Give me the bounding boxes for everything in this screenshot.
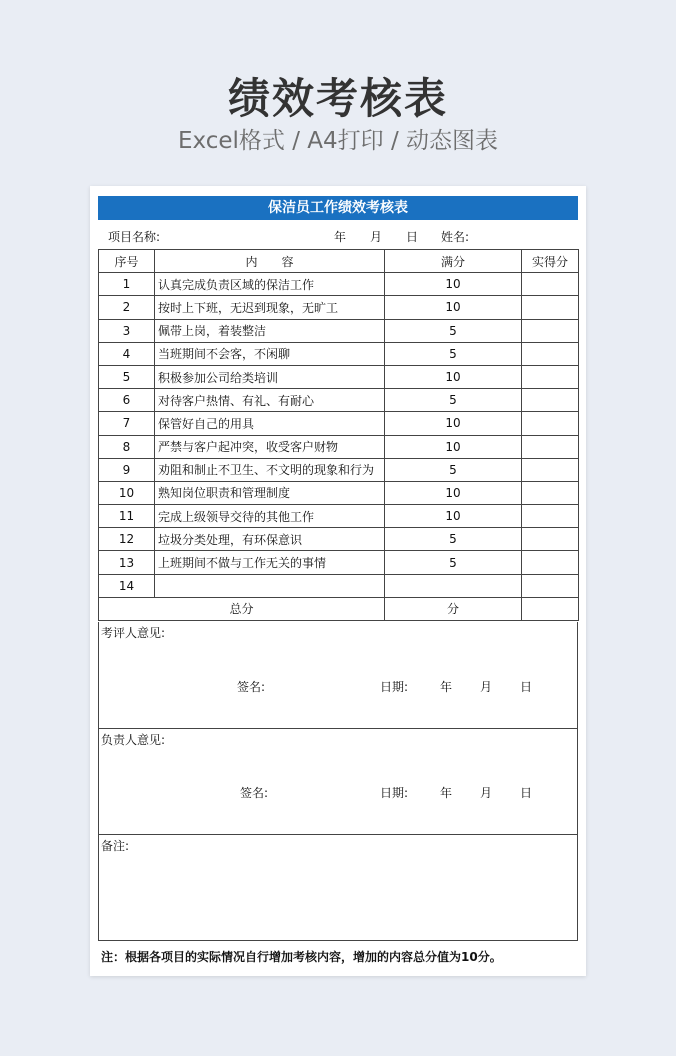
row-content[interactable]: 垃圾分类处理，有环保意识 [155, 528, 385, 551]
row-full[interactable]: 10 [385, 412, 522, 435]
score-table [98, 249, 579, 621]
manager-opinion-box[interactable] [98, 729, 578, 835]
manager-year: 年 [440, 786, 453, 800]
row-full[interactable]: 10 [385, 273, 522, 296]
row-no: 12 [99, 528, 155, 551]
row-full[interactable]: 5 [385, 528, 522, 551]
row-score-cell[interactable] [522, 481, 579, 504]
row-full[interactable]: 5 [385, 458, 522, 481]
row-no: 14 [99, 574, 155, 597]
remark-label: 备注: [101, 839, 130, 853]
table-row [99, 574, 579, 597]
row-no: 2 [99, 296, 155, 319]
reviewer-month: 月 [480, 680, 493, 694]
row-no: 9 [99, 458, 155, 481]
date-month-label: 月 [370, 230, 383, 244]
manager-sign-label: 签名: [240, 786, 269, 800]
row-content[interactable]: 劝阻和制止不卫生、不文明的现象和行为 [155, 458, 385, 481]
table-row [99, 365, 579, 388]
row-full[interactable]: 5 [385, 551, 522, 574]
table-row [99, 435, 579, 458]
total-score-cell[interactable] [522, 597, 579, 620]
table-row [99, 458, 579, 481]
row-content[interactable]: 熟知岗位职责和管理制度 [155, 481, 385, 504]
row-content[interactable]: 佩带上岗，着装整洁 [155, 319, 385, 342]
total-label: 总分 [99, 597, 385, 620]
table-row [99, 273, 579, 296]
row-full[interactable]: 10 [385, 435, 522, 458]
row-full[interactable]: 10 [385, 296, 522, 319]
row-full[interactable]: 10 [385, 365, 522, 388]
table-row [99, 296, 579, 319]
header-full: 满分 [385, 250, 522, 273]
row-no: 4 [99, 342, 155, 365]
row-no: 13 [99, 551, 155, 574]
row-score-cell[interactable] [522, 528, 579, 551]
reviewer-label: 考评人意见: [101, 626, 166, 640]
row-no: 6 [99, 389, 155, 412]
row-score-cell[interactable] [522, 365, 579, 388]
row-no: 7 [99, 412, 155, 435]
row-score-cell[interactable] [522, 505, 579, 528]
reviewer-opinion-box[interactable] [98, 622, 578, 729]
table-row [99, 481, 579, 504]
row-content[interactable]: 完成上级领导交待的其他工作 [155, 505, 385, 528]
reviewer-day: 日 [520, 680, 533, 694]
row-score-cell[interactable] [522, 342, 579, 365]
name-label: 姓名: [441, 230, 470, 244]
row-score-cell[interactable] [522, 435, 579, 458]
row-content[interactable] [155, 574, 385, 597]
table-row [99, 389, 579, 412]
hero-title: 绩效考核表 [227, 74, 448, 123]
row-no: 10 [99, 481, 155, 504]
row-full[interactable]: 5 [385, 389, 522, 412]
row-score-cell[interactable] [522, 458, 579, 481]
manager-day: 日 [520, 786, 533, 800]
sheet-title: 保洁员工作绩效考核表 [98, 196, 578, 220]
row-full[interactable] [385, 574, 522, 597]
total-row [99, 597, 579, 620]
row-content[interactable]: 对待客户热情、有礼、有耐心 [155, 389, 385, 412]
table-row [99, 551, 579, 574]
row-content[interactable]: 上班期间不做与工作无关的事情 [155, 551, 385, 574]
header-score: 实得分 [522, 250, 579, 273]
date-day-label: 日 [406, 230, 419, 244]
row-no: 3 [99, 319, 155, 342]
table-row [99, 505, 579, 528]
row-score-cell[interactable] [522, 574, 579, 597]
row-content[interactable]: 认真完成负责区域的保洁工作 [155, 273, 385, 296]
row-content[interactable]: 积极参加公司给类培训 [155, 365, 385, 388]
project-label: 项目名称: [108, 230, 161, 244]
total-unit: 分 [385, 597, 522, 620]
row-no: 5 [99, 365, 155, 388]
row-no: 1 [99, 273, 155, 296]
row-score-cell[interactable] [522, 319, 579, 342]
table-row [99, 319, 579, 342]
table-row [99, 342, 579, 365]
reviewer-year: 年 [440, 680, 453, 694]
row-no: 11 [99, 505, 155, 528]
row-score-cell[interactable] [522, 412, 579, 435]
table-row [99, 412, 579, 435]
row-no: 8 [99, 435, 155, 458]
header-no: 序号 [99, 250, 155, 273]
manager-label: 负责人意见: [101, 733, 166, 747]
row-content[interactable]: 严禁与客户起冲突，收受客户财物 [155, 435, 385, 458]
row-score-cell[interactable] [522, 551, 579, 574]
reviewer-sign-label: 签名: [237, 680, 266, 694]
date-year-label: 年 [334, 230, 347, 244]
table-row [99, 528, 579, 551]
row-score-cell[interactable] [522, 389, 579, 412]
row-full[interactable]: 5 [385, 319, 522, 342]
row-full[interactable]: 10 [385, 481, 522, 504]
reviewer-date-label: 日期: [380, 680, 409, 694]
remark-box[interactable] [98, 835, 578, 941]
row-full[interactable]: 10 [385, 505, 522, 528]
hero-subtitle: Excel格式 / A4打印 / 动态图表 [177, 128, 499, 154]
row-score-cell[interactable] [522, 296, 579, 319]
row-score-cell[interactable] [522, 273, 579, 296]
manager-month: 月 [480, 786, 493, 800]
row-content[interactable]: 保管好自己的用具 [155, 412, 385, 435]
header-content: 内 容 [155, 250, 385, 273]
row-content[interactable]: 当班期间不会客，不闲聊 [155, 342, 385, 365]
row-content[interactable]: 按时上下班，无迟到现象，无旷工 [155, 296, 385, 319]
row-full[interactable]: 5 [385, 342, 522, 365]
footnote: 注：根据各项目的实际情况自行增加考核内容，增加的内容总分值为10分。 [101, 950, 502, 964]
table-header-row [99, 250, 579, 273]
manager-date-label: 日期: [380, 786, 409, 800]
